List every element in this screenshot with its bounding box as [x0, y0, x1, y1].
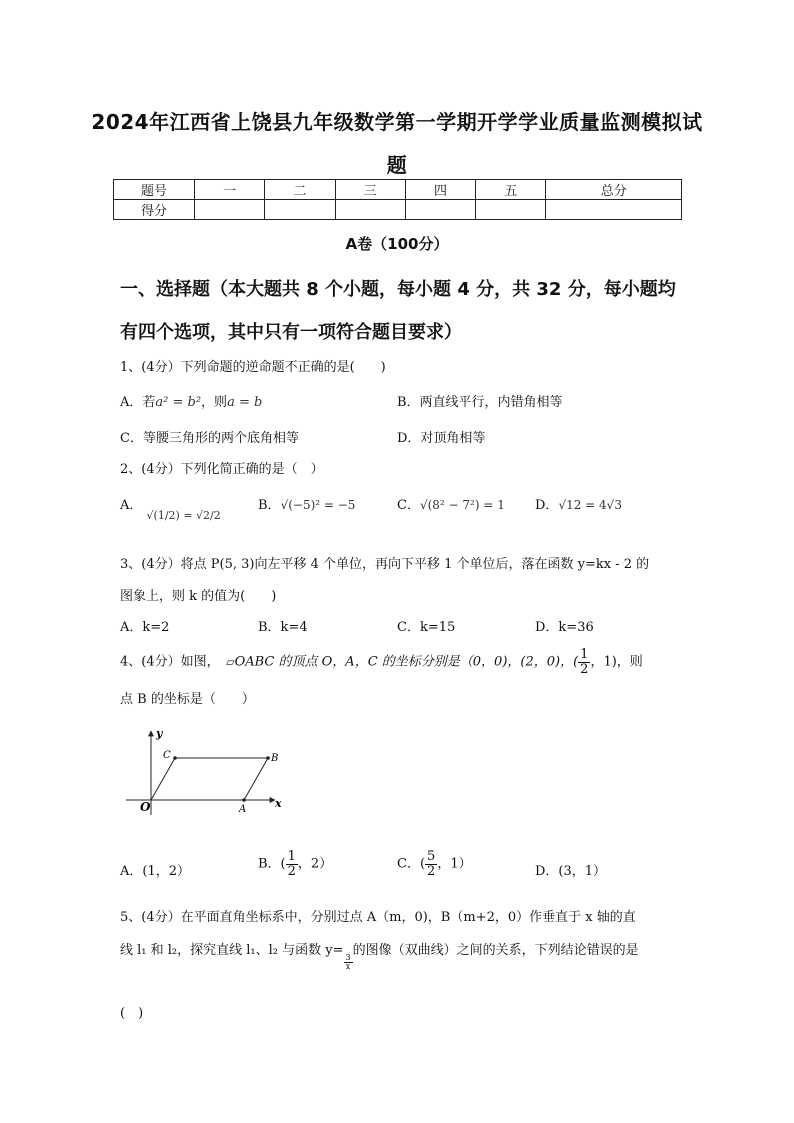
question-1-option-b[interactable]: B．两直线平行，内错角相等 — [397, 395, 563, 410]
score-input-cell[interactable] — [405, 200, 475, 220]
fraction-numerator: 1 — [580, 647, 589, 662]
question-5-stem-line-2 — [120, 939, 639, 971]
question-5-stem-line-1: 5、(4分）在平面直角坐标系中，分别过点 A（m，0)，B（m+2，0）作垂直于 x 轴的直 — [120, 910, 636, 925]
fraction — [286, 850, 298, 878]
question-1-stem: 1、(4分）下列命题的逆命题不正确的是( ) — [120, 360, 386, 375]
fraction — [578, 648, 590, 676]
x-axis-label: x — [275, 797, 282, 810]
question-4-option-d[interactable]: D．(3，1） — [535, 864, 607, 879]
question-4-stem-line-1 — [120, 648, 643, 676]
score-input-cell[interactable] — [546, 200, 682, 220]
score-table — [113, 179, 682, 220]
fraction-denominator: 2 — [287, 863, 296, 879]
option-text: A．若 — [120, 395, 156, 410]
table-cell: 二 — [265, 180, 335, 200]
table-cell: 四 — [405, 180, 475, 200]
question-4-option-c[interactable] — [397, 850, 472, 878]
table-cell: 得分 — [114, 200, 195, 220]
question-text: 的图像（双曲线）之间的关系，下列结论错误的是 — [352, 943, 639, 958]
table-cell: 三 — [335, 180, 405, 200]
point-a — [242, 798, 246, 802]
question-3-option-c[interactable]: C．k=15 — [397, 620, 456, 635]
question-text: OABC 的顶点 O，A，C 的坐标分别是（0，0)，(2，0)，( — [234, 654, 579, 670]
fraction-numerator: 3 — [345, 952, 351, 962]
table-cell: 题号 — [114, 180, 195, 200]
question-text: ，1)，则 — [590, 654, 643, 670]
section-1-heading-line-1: 一、选择题（本大题共 8 个小题，每小题 4 分，共 32 分，每小题均 — [120, 279, 676, 300]
point-c-label: C — [163, 750, 171, 761]
point-b — [266, 756, 270, 760]
fraction-denominator: 2 — [427, 863, 436, 879]
math-expression: √(1/2) = √2/2 — [146, 509, 221, 522]
option-label: A． — [120, 498, 143, 513]
table-cell: 五 — [476, 180, 546, 200]
question-1-option-d[interactable]: D．对顶角相等 — [397, 431, 486, 446]
parallelogram-figure — [120, 725, 295, 820]
score-input-cell[interactable] — [335, 200, 405, 220]
question-2-option-b[interactable] — [258, 494, 355, 513]
fraction — [344, 954, 353, 972]
origin-label: O — [140, 800, 151, 814]
question-1-option-c[interactable]: C．等腰三角形的两个底角相等 — [120, 431, 299, 446]
math-expression: √12 = 4√3 — [558, 498, 622, 512]
option-label: B． — [258, 498, 281, 513]
math-expression: √(8² − 7²) = 1 — [419, 498, 505, 512]
question-3-stem-line-2: 图象上，则 k 的值为( ) — [120, 589, 277, 604]
table-cell: 总分 — [546, 180, 682, 200]
fraction — [425, 850, 437, 878]
option-label: C． — [397, 498, 420, 513]
math-expression: a² = b² — [155, 395, 202, 410]
table-cell: 一 — [195, 180, 265, 200]
question-3-option-b[interactable]: B．k=4 — [258, 620, 308, 635]
parallelogram-icon: ▱ — [226, 655, 235, 669]
score-table-header-row — [114, 180, 682, 200]
option-text: ，1） — [437, 856, 472, 872]
fraction-denominator: x — [345, 962, 351, 971]
option-text: ，则 — [201, 395, 228, 410]
option-label: D． — [535, 498, 559, 513]
y-axis-label: y — [156, 727, 163, 740]
question-3-option-d[interactable]: D．k=36 — [535, 620, 594, 635]
score-input-cell[interactable] — [195, 200, 265, 220]
fraction-numerator: 1 — [287, 849, 296, 864]
point-b-label: B — [271, 753, 279, 764]
question-3-option-a[interactable]: A．k=2 — [120, 620, 170, 635]
question-5-stem-line-3: ( ) — [120, 1006, 144, 1021]
question-4-stem-line-2: 点 B 的坐标是（ ） — [120, 692, 255, 707]
parallelogram-shape — [151, 758, 268, 800]
section-1-heading-line-2: 有四个选项，其中只有一项符合题目要求） — [120, 322, 462, 343]
score-input-cell[interactable] — [476, 200, 546, 220]
question-1-option-a[interactable] — [120, 391, 262, 410]
question-4-option-b[interactable] — [258, 850, 332, 878]
question-3-stem-line-1: 3、(4分）将点 P(5, 3)向左平移 4 个单位，再向下平移 1 个单位后，落在函数 y=kx - 2 的 — [120, 557, 650, 572]
point-a-label: A — [239, 804, 247, 815]
question-2-option-c[interactable] — [397, 494, 505, 513]
question-text: 4、(4分）如图， — [120, 654, 227, 670]
score-table-score-row — [114, 200, 682, 220]
score-input-cell[interactable] — [265, 200, 335, 220]
title-line-1: 2024年江西省上饶县九年级数学第一学期开学学业质量监测模拟试 — [91, 110, 703, 134]
option-text: ，2） — [297, 856, 333, 872]
question-2-option-d[interactable] — [535, 494, 622, 513]
question-2-stem: 2、(4分）下列化简正确的是（ ） — [120, 462, 324, 477]
question-text: 线 l₁ 和 l₂，探究直线 l₁、l₂ 与函数 y= — [120, 943, 344, 958]
math-expression: √(−5)² = −5 — [280, 498, 356, 512]
part-a-heading: A卷（100分） — [345, 235, 449, 253]
math-expression: a = b — [227, 395, 263, 410]
fraction-denominator: 2 — [580, 661, 589, 677]
option-text: B．( — [258, 856, 286, 872]
question-4-option-a[interactable]: A．(1，2） — [120, 864, 191, 879]
question-2-option-a[interactable] — [120, 494, 221, 522]
option-text: C．( — [397, 856, 426, 872]
title-line-2: 题 — [386, 153, 408, 177]
fraction-numerator: 5 — [427, 849, 436, 864]
point-c — [173, 756, 177, 760]
